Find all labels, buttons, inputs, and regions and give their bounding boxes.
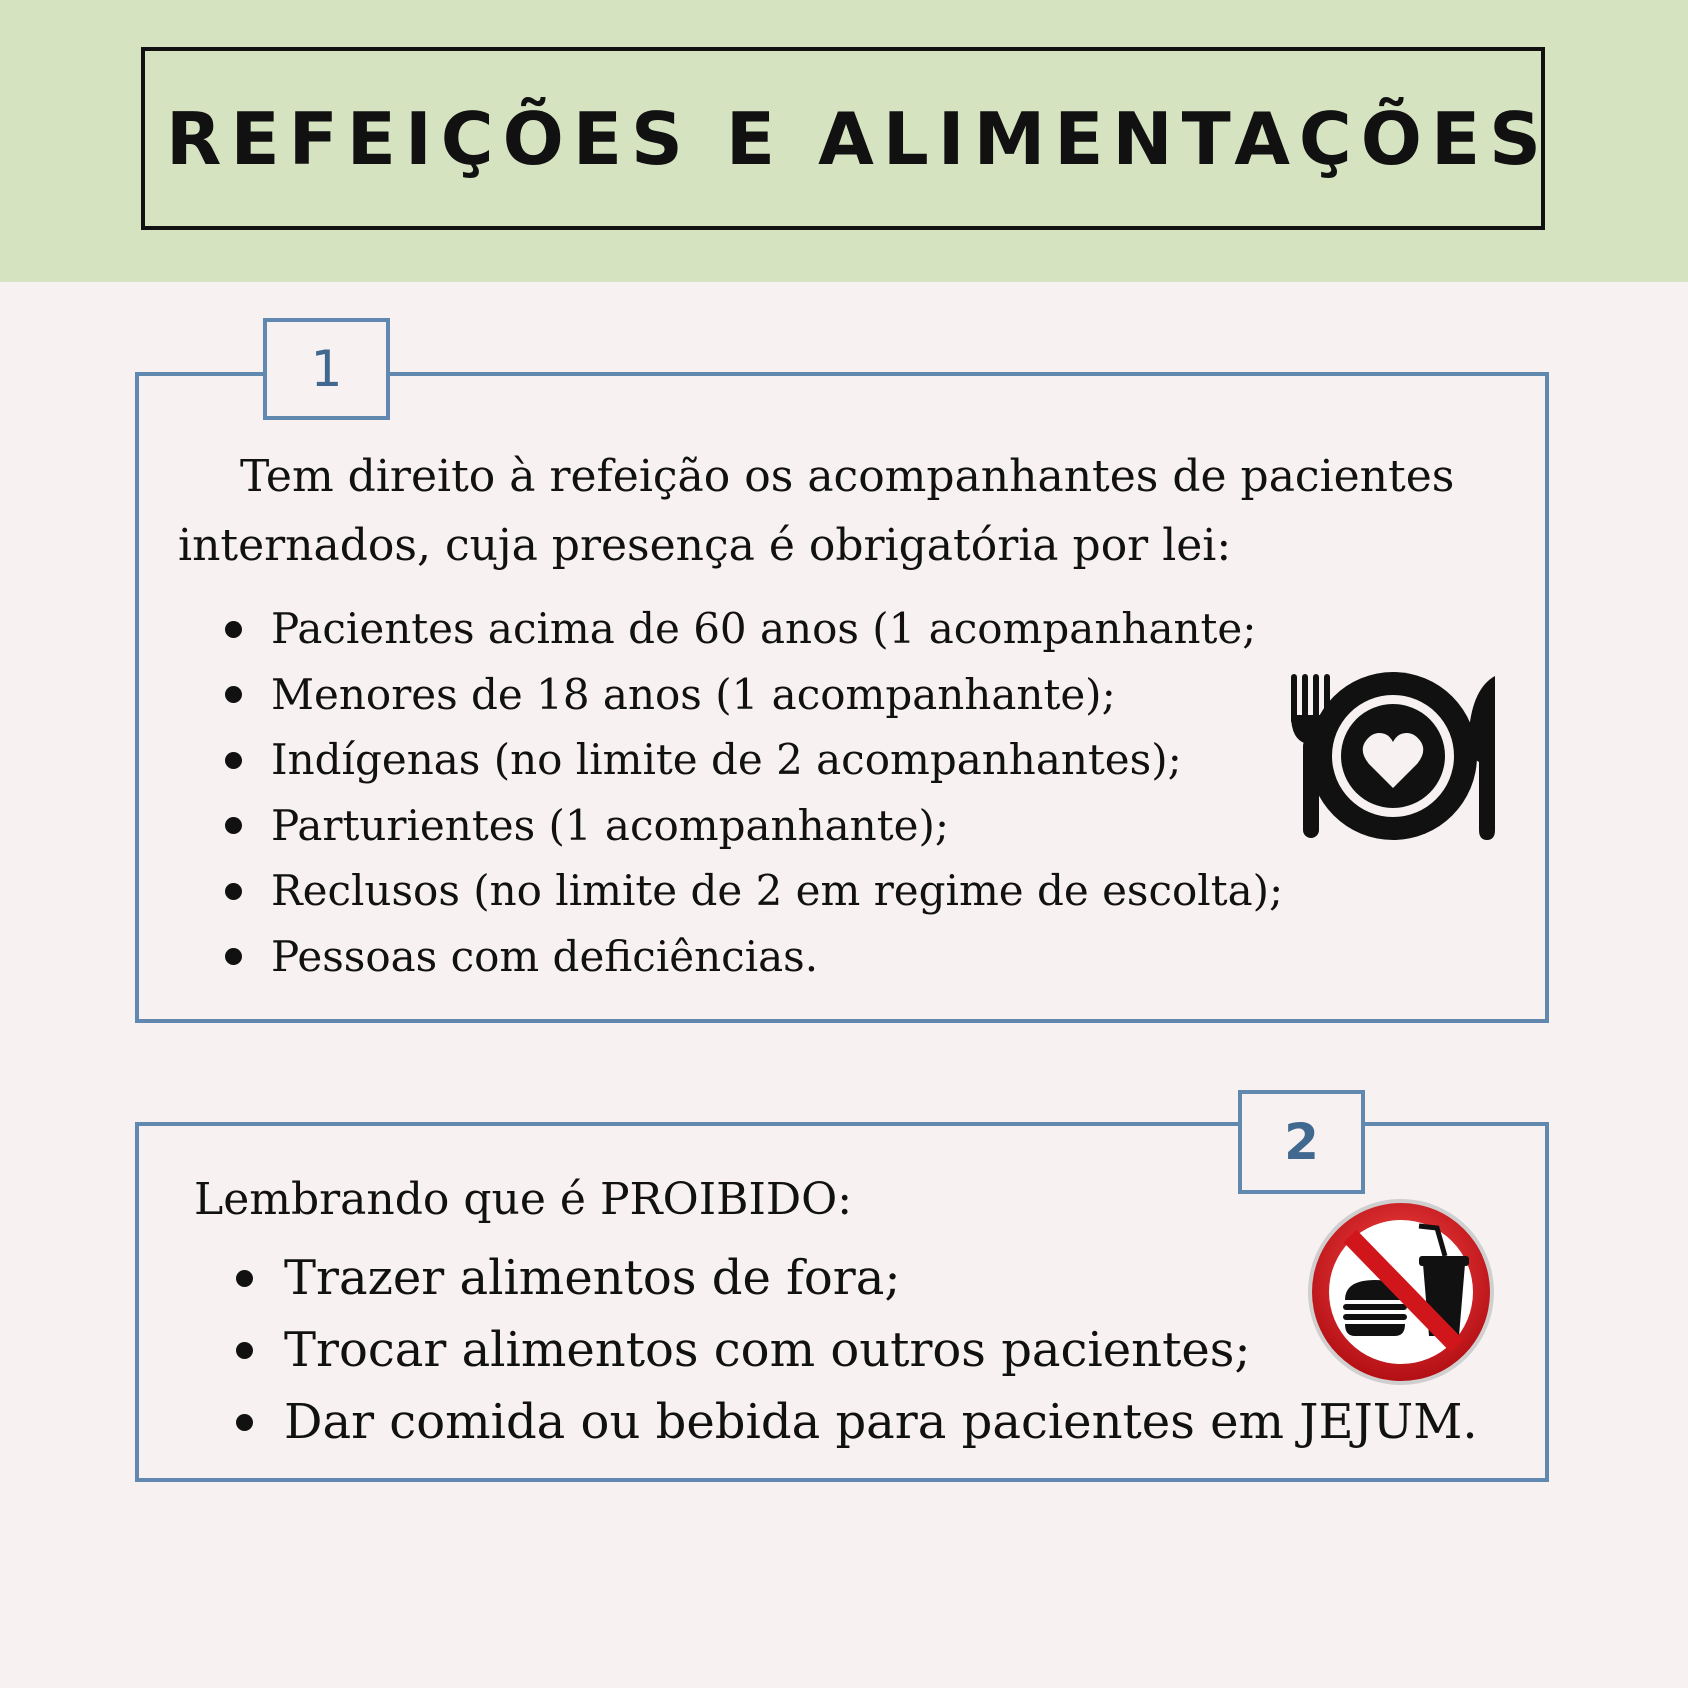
page-title: REFEIÇÕES E ALIMENTAÇÕES: [166, 96, 1550, 181]
list-item: Reclusos (no limite de 2 em regime de escolta);: [225, 858, 1275, 924]
plate-heart-fork-knife-icon: [1285, 670, 1500, 840]
section-1-list: [225, 596, 1284, 989]
section-2-list: [236, 1242, 1478, 1458]
section-2-heading: Lembrando que é PROIBIDO:: [194, 1174, 853, 1225]
list-item: Pacientes acima de 60 anos (1 acompanhante;: [225, 596, 1275, 662]
section-1-intro-line2: internados, cuja presença é obrigatória por lei:: [178, 520, 1232, 571]
section-1-number: 1: [263, 318, 390, 420]
section-1-intro: [178, 442, 1478, 580]
list-item: Menores de 18 anos (1 acompanhante);: [225, 662, 1275, 728]
list-item: Indígenas (no limite de 2 acompanhantes);: [225, 727, 1275, 793]
list-item: Trocar alimentos com outros pacientes;: [236, 1314, 1436, 1386]
list-item: Pessoas com deficiências.: [225, 924, 1275, 990]
list-item: Trazer alimentos de fora;: [236, 1242, 1436, 1314]
no-food-icon: [1305, 1196, 1497, 1388]
list-item: Parturientes (1 acompanhante);: [225, 793, 1275, 859]
list-item: Dar comida ou bebida para pacientes em JEJUM.: [236, 1386, 1436, 1458]
section-2-number: 2: [1238, 1090, 1365, 1194]
section-1-intro-line1: Tem direito à refeição os acompanhantes de pacientes: [240, 451, 1455, 502]
title-box: [141, 47, 1550, 230]
